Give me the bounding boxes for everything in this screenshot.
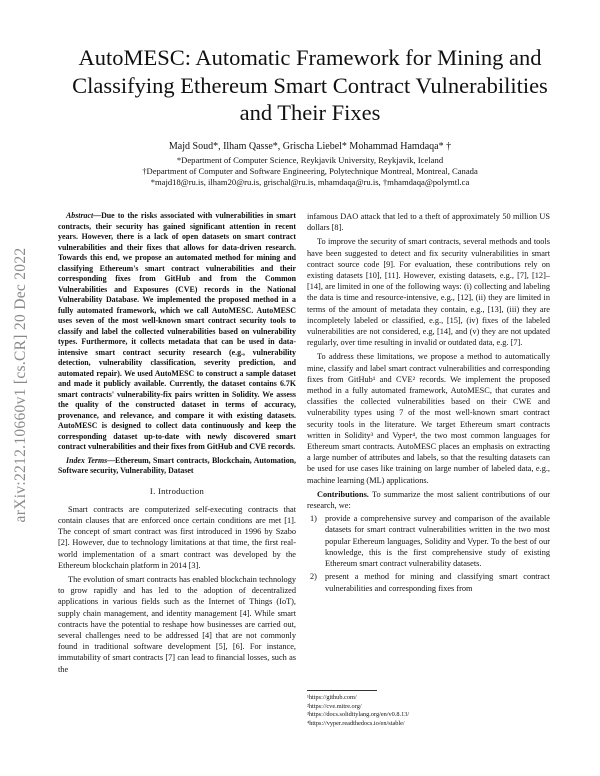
- contributions-intro: Contributions. To summarize the most salient contributions of our research, we:: [307, 489, 550, 511]
- contributions-list: [307, 513, 550, 593]
- index-terms: [58, 456, 296, 477]
- footnote-rule: [307, 690, 377, 691]
- footnotes: [307, 690, 550, 729]
- abstract-label: Abstract: [66, 211, 94, 220]
- author-emails: *majd18@ru.is, ilham20@ru.is, grischal@ru.is, mhamdaqa@ru.is, †mhamdaqa@polymtl.ca: [150, 177, 470, 187]
- arxiv-stamp-text: arXiv:2212.10660v1 [cs.CR] 20 Dec 2022: [12, 247, 29, 523]
- author-list: Majd Soud*, Ilham Qasse*, Grischa Liebel* Mohammad Hamdaqa* †: [168, 141, 452, 152]
- paragraph: Smart contracts are computerized self-executing contracts that contain clauses that are enforced once certain conditions are met [1]. The concept of smart contract was first introduced in 1996 by Szabo [2]. However, due to technology limitations at that time, the first real-world implementation of a smart contract was developed by the Ethereum blockchain platform in 2014 [3].: [58, 504, 296, 570]
- contributions: [307, 489, 550, 594]
- index-terms-label: Index Terms: [66, 455, 108, 465]
- footnote: ²https://cve.mitre.org/: [307, 702, 362, 710]
- list-item: 1) provide a comprehensive survey and comparison of the available datasets for smart contract vulnerabilities written in the two most popular Ethereum languages, Solidity and Vyper. To the best of our knowledge, this is the first comprehensive study of existing Ethereum smart contract vulnerability datasets.: [310, 514, 550, 569]
- paragraph: The evolution of smart contracts has enabled blockchain technology to grow rapidly and has led to the adoption of decentralized applications in various fields such as the Internet of Things (IoT), supply chain management, and identity management [4]. While smart contracts have the potential to reshape how businesses are carried out, several challenges need to be addressed [4] that are not commonly found in traditional software development [5], [6]. For instance, immutability of smart contracts [7] can lead to financial losses, such as the: [58, 574, 296, 674]
- title-line: and Their Fixes: [239, 100, 381, 125]
- title-line: Classifying Ethereum Smart Contract Vulnerabilities: [72, 72, 548, 98]
- abstract: [58, 211, 296, 453]
- paper-title: [40, 44, 580, 127]
- affiliation-2: †Department of Computer and Software Engineering, Polytechnique Montreal, Montreal, Canada: [142, 166, 478, 176]
- paragraph: infamous DAO attack that led to a theft of approximately 50 million US dollars [8].: [307, 212, 550, 233]
- abstract-text: —Due to the risks associated with vulnerabilities in smart contracts, their security has gained significant attention in recent years. However, there is a lack of open datasets on smart contract vulnerabilities and their fixes that allows for data-driven research. Towards this end, we propose an automated method for mining and classifying Ethereum's smart contract vulnerabilities and their corresponding fixes from GitHub and from the Common Vulnerabilities and Exposures (CVE) records in the National Vulnerability Database. We implemented the proposed method in a fully automated framework, which we call AutoMESC. AutoMESC uses seven of the most well-known smart contract security tools to classify and label the collected vulnerabilities based on vulnerability types. Furthermore, it collects metadata that can be used in data-intensive smart contract security research (e.g., vulnerability detection, vulnerability classification, severity prediction, and automated repair). We used AutoMESC to construct a sample dataset and made it publicly available. Currently, the dataset contains 6.7K smart contracts' vulnerability-fix pairs written in Solidity. We assess the quality of the constructed dataset in terms of accuracy, provenance, and relevance, and compare it with existing datasets. AutoMESC is designed to collect data continuously and keep the corresponding dataset up-to-date with newly discovered smart contract vulnerabilities and their fixes from GitHub and CVE records.: [58, 211, 296, 451]
- paragraph: To improve the security of smart contracts, several methods and tools have been suggested to detect and fix security vulnerabilities in smart contract source code [9]. For evaluation, these contributions rely on existing datasets [10], [11]. However, existing datasets, e.g., [7], [12]–[14], are limited in one of the following ways: (i) collecting and labeling the data is time and resource-intensive, e.g., [12], (ii) they are limited in terms of the amount of metadata they contain, e.g., [13], (iii) they are incompletely labeled or classified, e.g., [15], (iv) fixes of the labeled vulnerabilities are not considered, e.g, [14], and (v) they are not updated regularly, over time resulting in invalid or outdated data, e.g. [7].: [307, 237, 550, 348]
- list-item: 2) present a method for mining and classifying smart contract vulnerabilities and corresponding fixes from: [310, 572, 550, 593]
- right-column: [307, 211, 550, 596]
- left-column: [58, 211, 296, 678]
- section-heading: I. Introduction: [149, 485, 205, 496]
- title-line: AutoMESC: Automatic Framework for Mining and: [78, 45, 542, 70]
- footnote: ⁴https://vyper.readthedocs.io/en/stable/: [307, 720, 405, 728]
- contributions-label: Contributions.: [317, 489, 369, 499]
- footnote: ¹https://github.com/: [307, 694, 357, 701]
- arxiv-stamp: [6, 195, 36, 575]
- paragraph: To address these limitations, we propose a method to automatically mine, classify and label smart contract vulnerabilities and corresponding fixes from GitHub¹ and CVE² records. We implement the proposed method in a fully automated framework, AutoMESC, that curates and classifies the collected vulnerabilities based on their CWE and vulnerability types using 7 of the most well-known smart contract security tools in the literature. We target Ethereum smart contracts written in Solidity³ and Vyper⁴, the two most common languages for Ethereum smart contracts. AutoMESC places an emphasis on extracting a large number of attributes and labels, so that the resulting datasets can be used for use cases like training on large number of labeled data, e.g., machine learning (ML) applications.: [307, 352, 550, 485]
- footnote: ³https://docs.soliditylang.org/en/v0.8.13/: [307, 711, 410, 719]
- affiliation-1: *Department of Computer Science, Reykjavik University, Reykjavik, Iceland: [176, 155, 444, 165]
- index-terms-text: —Ethereum, Smart contracts, Blockchain, Automation, Software security, Vulnerability, Dataset: [58, 455, 296, 475]
